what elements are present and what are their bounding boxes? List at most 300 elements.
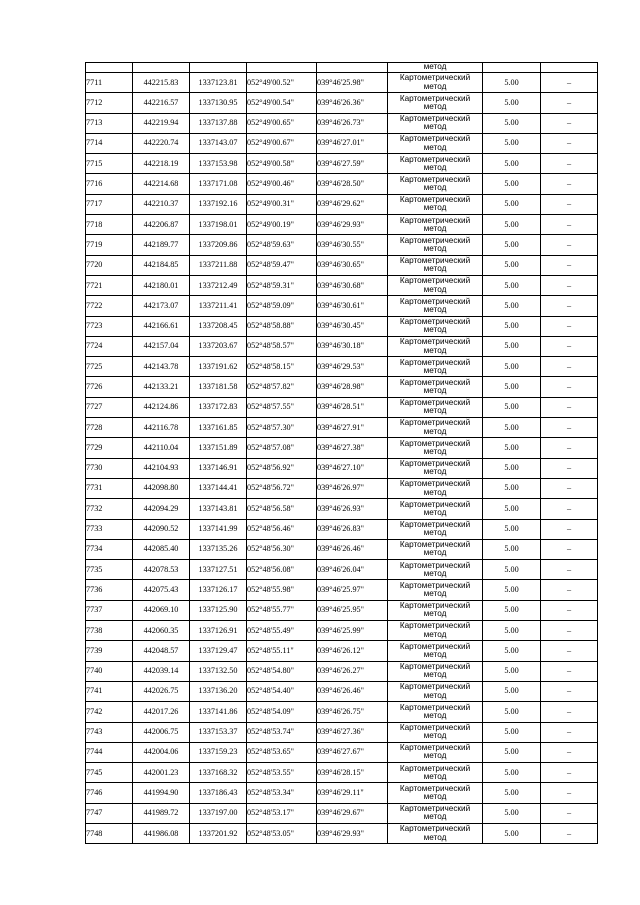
method-line2: метод	[423, 629, 447, 639]
method-line1: Картометрический	[399, 641, 471, 651]
point-id: 7735	[86, 560, 133, 580]
longitude: 039°46'26.36"	[317, 93, 388, 113]
coord-x: 442218.19	[133, 154, 190, 174]
longitude: 039°46'26.73"	[317, 113, 388, 133]
method	[388, 377, 483, 397]
accuracy: 5.00	[483, 600, 541, 620]
point-id: 7712	[86, 93, 133, 113]
method-line1: Картометрический	[399, 580, 471, 590]
longitude: 039°46'30.61"	[317, 296, 388, 316]
longitude: 039°46'27.36"	[317, 722, 388, 742]
method-line1: Картометрический	[399, 134, 471, 144]
method-line2: метод	[423, 487, 447, 497]
coord-x: 442215.83	[133, 73, 190, 93]
point-id: 7724	[86, 336, 133, 356]
longitude: 039°46'25.98"	[317, 73, 388, 93]
method-line2: метод	[423, 122, 447, 132]
table-row	[86, 600, 598, 620]
latitude: 052°49'00.52"	[247, 73, 317, 93]
coord-y: 1337181.58	[190, 377, 247, 397]
table-row	[86, 783, 598, 803]
table-row	[86, 336, 598, 356]
latitude: 052°48'53.65"	[247, 742, 317, 762]
note: –	[541, 803, 598, 823]
method-line1: Картометрический	[399, 93, 471, 103]
coord-y: 1337191.62	[190, 357, 247, 377]
point-id: 7733	[86, 519, 133, 539]
method	[388, 336, 483, 356]
coord-x: 442180.01	[133, 275, 190, 295]
table-row	[86, 560, 598, 580]
method-line1: Картометрический	[399, 195, 471, 205]
accuracy: 5.00	[483, 418, 541, 438]
method	[388, 418, 483, 438]
coord-y: 1337141.99	[190, 519, 247, 539]
table-body	[86, 63, 598, 844]
method-line1: Картометрический	[399, 114, 471, 124]
longitude: 039°46'30.68"	[317, 275, 388, 295]
note: –	[541, 499, 598, 519]
coord-x: 442017.26	[133, 702, 190, 722]
method-line1: Картометрический	[399, 722, 471, 732]
longitude: 039°46'26.93"	[317, 499, 388, 519]
note: –	[541, 458, 598, 478]
method-line1: Картометрический	[399, 398, 471, 408]
point-id: 7726	[86, 377, 133, 397]
method	[388, 154, 483, 174]
coord-y: 1337161.85	[190, 418, 247, 438]
coord-y: 1337127.51	[190, 560, 247, 580]
coord-x: 442098.80	[133, 478, 190, 498]
latitude: 052°48'54.09"	[247, 702, 317, 722]
coord-x: 441986.08	[133, 823, 190, 843]
method-line2: метод	[423, 771, 447, 781]
coord-x: 442157.04	[133, 336, 190, 356]
method	[388, 113, 483, 133]
point-id: 7714	[86, 133, 133, 153]
accuracy: 5.00	[483, 560, 541, 580]
table-row	[86, 133, 598, 153]
coord-y: 1337208.45	[190, 316, 247, 336]
method-line1: Картометрический	[399, 337, 471, 347]
coord-y: 1337143.81	[190, 499, 247, 519]
longitude: 039°46'28.98"	[317, 377, 388, 397]
note: –	[541, 478, 598, 498]
method	[388, 803, 483, 823]
accuracy: 5.00	[483, 357, 541, 377]
point-id: 7736	[86, 580, 133, 600]
note: –	[541, 783, 598, 803]
note: –	[541, 336, 598, 356]
coord-y: 1337123.81	[190, 73, 247, 93]
method	[388, 681, 483, 701]
coord-x: 442219.94	[133, 113, 190, 133]
method	[388, 783, 483, 803]
coord-y: 1337192.16	[190, 194, 247, 214]
coord-y: 1337198.01	[190, 215, 247, 235]
method	[388, 621, 483, 641]
cell-accuracy	[483, 63, 541, 73]
table-row	[86, 174, 598, 194]
note: –	[541, 113, 598, 133]
note: –	[541, 397, 598, 417]
coord-y: 1337153.98	[190, 154, 247, 174]
table-row	[86, 661, 598, 681]
latitude: 052°48'56.72"	[247, 478, 317, 498]
longitude: 039°46'27.59"	[317, 154, 388, 174]
note: –	[541, 621, 598, 641]
cell-method	[388, 63, 483, 73]
coord-x: 442220.74	[133, 133, 190, 153]
method-line1: Картометрический	[399, 540, 471, 550]
coord-x: 442184.85	[133, 255, 190, 275]
note: –	[541, 357, 598, 377]
accuracy: 5.00	[483, 702, 541, 722]
table-row	[86, 275, 598, 295]
coord-y: 1337168.32	[190, 763, 247, 783]
coord-y: 1337203.67	[190, 336, 247, 356]
table-row	[86, 296, 598, 316]
coord-y: 1337143.07	[190, 133, 247, 153]
method-line2: метод	[423, 568, 447, 578]
note: –	[541, 255, 598, 275]
coord-x: 442006.75	[133, 722, 190, 742]
latitude: 052°49'00.46"	[247, 174, 317, 194]
latitude: 052°48'56.58"	[247, 499, 317, 519]
coord-x: 442060.35	[133, 621, 190, 641]
method-line2: метод	[423, 101, 447, 111]
coord-y: 1337197.00	[190, 803, 247, 823]
note: –	[541, 133, 598, 153]
cell-note	[541, 63, 598, 73]
point-id: 7715	[86, 154, 133, 174]
point-id: 7729	[86, 438, 133, 458]
method-line1: Картометрический	[399, 763, 471, 773]
longitude: 039°46'30.55"	[317, 235, 388, 255]
point-id: 7747	[86, 803, 133, 823]
accuracy: 5.00	[483, 397, 541, 417]
coord-y: 1337211.41	[190, 296, 247, 316]
point-id: 7741	[86, 681, 133, 701]
table-row	[86, 235, 598, 255]
method-line2: метод	[423, 264, 447, 274]
longitude: 039°46'28.51"	[317, 397, 388, 417]
method-line1: Картометрический	[399, 235, 471, 245]
longitude: 039°46'26.46"	[317, 681, 388, 701]
longitude: 039°46'30.18"	[317, 336, 388, 356]
accuracy: 5.00	[483, 803, 541, 823]
longitude: 039°46'29.62"	[317, 194, 388, 214]
method-line1: Картометрический	[399, 174, 471, 184]
coord-y: 1337171.08	[190, 174, 247, 194]
method-line1: Картометрический	[399, 519, 471, 529]
table-row	[86, 93, 598, 113]
latitude: 052°48'53.55"	[247, 763, 317, 783]
method-line2: метод	[423, 609, 447, 619]
latitude: 052°48'57.30"	[247, 418, 317, 438]
point-id: 7711	[86, 73, 133, 93]
point-id: 7743	[86, 722, 133, 742]
table-row	[86, 194, 598, 214]
note: –	[541, 600, 598, 620]
accuracy: 5.00	[483, 275, 541, 295]
note: –	[541, 681, 598, 701]
point-id: 7716	[86, 174, 133, 194]
coord-y: 1337153.37	[190, 722, 247, 742]
note: –	[541, 73, 598, 93]
longitude: 039°46'29.67"	[317, 803, 388, 823]
accuracy: 5.00	[483, 458, 541, 478]
coord-x: 442048.57	[133, 641, 190, 661]
method	[388, 742, 483, 762]
table-row	[86, 215, 598, 235]
method-line1: Картометрический	[399, 296, 471, 306]
method-line1: Картометрический	[399, 601, 471, 611]
coord-x: 442216.57	[133, 93, 190, 113]
accuracy: 5.00	[483, 621, 541, 641]
longitude: 039°46'25.95"	[317, 600, 388, 620]
method-line2: метод	[423, 467, 447, 477]
note: –	[541, 661, 598, 681]
coord-y: 1337209.86	[190, 235, 247, 255]
point-id: 7722	[86, 296, 133, 316]
coord-x: 442210.37	[133, 194, 190, 214]
latitude: 052°48'59.47"	[247, 255, 317, 275]
method	[388, 580, 483, 600]
note: –	[541, 316, 598, 336]
latitude: 052°49'00.31"	[247, 194, 317, 214]
method	[388, 661, 483, 681]
continued-row	[86, 63, 598, 73]
method	[388, 478, 483, 498]
note: –	[541, 194, 598, 214]
accuracy: 5.00	[483, 783, 541, 803]
method-line2: метод	[423, 812, 447, 822]
point-id: 7721	[86, 275, 133, 295]
accuracy: 5.00	[483, 133, 541, 153]
method-line2: метод	[423, 690, 447, 700]
point-id: 7742	[86, 702, 133, 722]
longitude: 039°46'25.97"	[317, 580, 388, 600]
method-line1: Картометрический	[399, 682, 471, 692]
coord-y: 1337146.91	[190, 458, 247, 478]
note: –	[541, 539, 598, 559]
coord-y: 1337151.89	[190, 438, 247, 458]
table-row	[86, 154, 598, 174]
table-row	[86, 113, 598, 133]
longitude: 039°46'29.11"	[317, 783, 388, 803]
latitude: 052°49'00.65"	[247, 113, 317, 133]
accuracy: 5.00	[483, 296, 541, 316]
accuracy: 5.00	[483, 377, 541, 397]
coord-y: 1337130.95	[190, 93, 247, 113]
longitude: 039°46'27.67"	[317, 742, 388, 762]
latitude: 052°49'00.54"	[247, 93, 317, 113]
coord-y: 1337144.41	[190, 478, 247, 498]
latitude: 052°48'55.98"	[247, 580, 317, 600]
cell-lat	[247, 63, 317, 73]
method	[388, 275, 483, 295]
method	[388, 73, 483, 93]
note: –	[541, 275, 598, 295]
coord-y: 1337141.86	[190, 702, 247, 722]
latitude: 052°48'55.77"	[247, 600, 317, 620]
method-line1: Картометрический	[399, 479, 471, 489]
coord-x: 442004.06	[133, 742, 190, 762]
table-row	[86, 763, 598, 783]
coord-y: 1337132.50	[190, 661, 247, 681]
coord-x: 442090.52	[133, 519, 190, 539]
accuracy: 5.00	[483, 215, 541, 235]
method-line1: Картометрический	[399, 377, 471, 387]
coord-x: 442075.43	[133, 580, 190, 600]
coord-x: 442166.61	[133, 316, 190, 336]
latitude: 052°48'59.31"	[247, 275, 317, 295]
cell-id	[86, 63, 133, 73]
latitude: 052°49'00.19"	[247, 215, 317, 235]
longitude: 039°46'29.53"	[317, 357, 388, 377]
coord-y: 1337159.23	[190, 742, 247, 762]
method-line2: метод	[423, 406, 447, 416]
accuracy: 5.00	[483, 93, 541, 113]
table-row	[86, 580, 598, 600]
method-line1: Картометрический	[399, 256, 471, 266]
accuracy: 5.00	[483, 641, 541, 661]
coord-x: 442026.75	[133, 681, 190, 701]
coord-x: 442116.78	[133, 418, 190, 438]
latitude: 052°48'53.74"	[247, 722, 317, 742]
method	[388, 539, 483, 559]
table-row	[86, 73, 598, 93]
method	[388, 600, 483, 620]
note: –	[541, 823, 598, 843]
note: –	[541, 215, 598, 235]
longitude: 039°46'27.01"	[317, 133, 388, 153]
note: –	[541, 438, 598, 458]
cell-y	[190, 63, 247, 73]
method-line1: Картометрический	[399, 743, 471, 753]
method	[388, 397, 483, 417]
coord-x: 442143.78	[133, 357, 190, 377]
table-row	[86, 357, 598, 377]
accuracy: 5.00	[483, 255, 541, 275]
latitude: 052°48'58.88"	[247, 316, 317, 336]
longitude: 039°46'30.45"	[317, 316, 388, 336]
note: –	[541, 763, 598, 783]
method-line2: метод	[423, 446, 447, 456]
accuracy: 5.00	[483, 499, 541, 519]
note: –	[541, 93, 598, 113]
accuracy: 5.00	[483, 478, 541, 498]
coord-x: 441989.72	[133, 803, 190, 823]
accuracy: 5.00	[483, 742, 541, 762]
method-line2: метод	[423, 649, 447, 659]
coordinates-table	[85, 62, 598, 844]
note: –	[541, 377, 598, 397]
method-line2: метод	[423, 731, 447, 741]
table-row	[86, 478, 598, 498]
accuracy: 5.00	[483, 174, 541, 194]
longitude: 039°46'26.12"	[317, 641, 388, 661]
note: –	[541, 154, 598, 174]
point-id: 7723	[86, 316, 133, 336]
method-line2: метод	[423, 751, 447, 761]
note: –	[541, 418, 598, 438]
note: –	[541, 519, 598, 539]
method-line2: метод	[423, 304, 447, 314]
method	[388, 458, 483, 478]
coord-x: 442173.07	[133, 296, 190, 316]
table-row	[86, 722, 598, 742]
note: –	[541, 174, 598, 194]
method-line2: метод	[423, 548, 447, 558]
coord-x: 442189.77	[133, 235, 190, 255]
coord-y: 1337201.92	[190, 823, 247, 843]
accuracy: 5.00	[483, 73, 541, 93]
note: –	[541, 722, 598, 742]
longitude: 039°46'25.99"	[317, 621, 388, 641]
method-line1: Картометрический	[399, 357, 471, 367]
method	[388, 235, 483, 255]
coord-x: 442104.93	[133, 458, 190, 478]
point-id: 7731	[86, 478, 133, 498]
coord-y: 1337126.17	[190, 580, 247, 600]
longitude: 039°46'26.27"	[317, 661, 388, 681]
accuracy: 5.00	[483, 336, 541, 356]
accuracy: 5.00	[483, 235, 541, 255]
longitude: 039°46'29.93"	[317, 215, 388, 235]
method	[388, 560, 483, 580]
coord-x: 442039.14	[133, 661, 190, 681]
latitude: 052°48'59.09"	[247, 296, 317, 316]
coord-x: 442085.40	[133, 539, 190, 559]
coord-x: 441994.90	[133, 783, 190, 803]
method	[388, 255, 483, 275]
latitude: 052°48'57.08"	[247, 438, 317, 458]
latitude: 052°48'57.55"	[247, 397, 317, 417]
method-line1: Картометрический	[399, 560, 471, 570]
latitude: 052°48'53.05"	[247, 823, 317, 843]
table-row	[86, 255, 598, 275]
latitude: 052°49'00.67"	[247, 133, 317, 153]
latitude: 052°48'59.63"	[247, 235, 317, 255]
method-line1: Картометрический	[399, 418, 471, 428]
point-id: 7720	[86, 255, 133, 275]
accuracy: 5.00	[483, 763, 541, 783]
longitude: 039°46'26.46"	[317, 539, 388, 559]
longitude: 039°46'27.91"	[317, 418, 388, 438]
point-id: 7748	[86, 823, 133, 843]
accuracy: 5.00	[483, 154, 541, 174]
method	[388, 823, 483, 843]
coord-y: 1337186.43	[190, 783, 247, 803]
method-line1: Картометрический	[399, 215, 471, 225]
point-id: 7725	[86, 357, 133, 377]
table-row	[86, 681, 598, 701]
point-id: 7718	[86, 215, 133, 235]
latitude: 052°48'54.80"	[247, 661, 317, 681]
method	[388, 316, 483, 336]
longitude: 039°46'26.04"	[317, 560, 388, 580]
accuracy: 5.00	[483, 113, 541, 133]
method-line1: Картометрический	[399, 459, 471, 469]
accuracy: 5.00	[483, 722, 541, 742]
note: –	[541, 742, 598, 762]
accuracy: 5.00	[483, 438, 541, 458]
latitude: 052°48'54.40"	[247, 681, 317, 701]
method	[388, 133, 483, 153]
point-id: 7744	[86, 742, 133, 762]
